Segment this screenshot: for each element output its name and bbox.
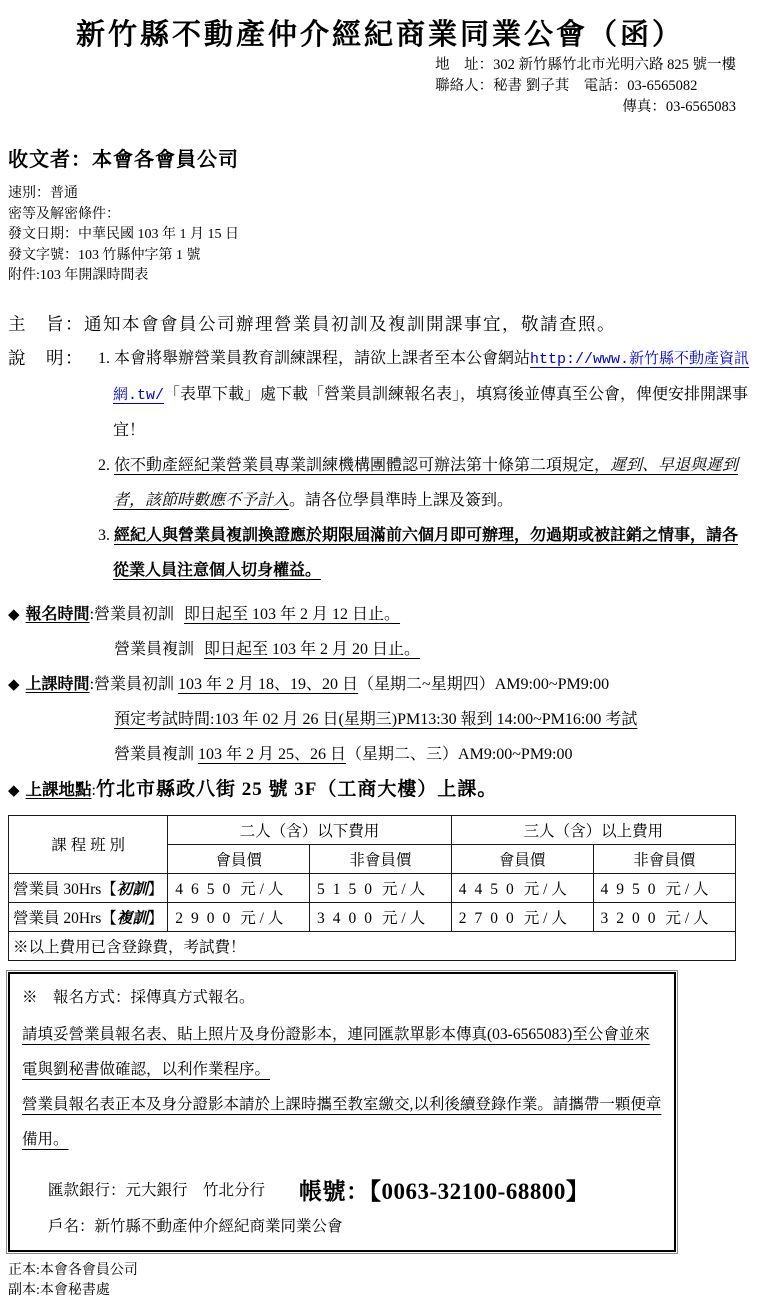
- item2-rest-text: 。請各位學員準時上課及簽到。: [289, 491, 514, 509]
- registration-method-line: ※ 報名方式：採傳真方式報名。: [22, 988, 255, 1006]
- diamond-bullet-icon: ◆: [8, 606, 20, 623]
- price-cell: [168, 902, 310, 931]
- price-cell: [593, 873, 736, 902]
- item2-rule-text: 依不動產經紀業營業員專業訓練機構團體認可辦法第十條第二項規定，: [114, 456, 611, 474]
- page-title: 新竹縣不動產仲介經紀商業同業公會（函）: [75, 19, 684, 51]
- meta-doc-number: 發文字號：103 竹縣仲字第 1 號: [8, 247, 201, 263]
- course-name-em: 複訓: [116, 909, 148, 927]
- fee-footnote: ※以上費用已含登錄費，考試費！: [9, 931, 736, 960]
- notice-paragraph-2: 營業員報名表正本及身分證影本請於上課時攜至教室繳交,以利後續登錄作業。請攜帶一顆便章備用。: [22, 1095, 662, 1148]
- signup-time-line: [8, 604, 752, 626]
- bank-account-number: 帳號：【0063-32100-68800】: [299, 1178, 590, 1204]
- subject-line: [8, 311, 752, 336]
- contact-info-block: [435, 55, 736, 118]
- notice-paragraph-1: 請填妥營業員報名表、貼上照片及身份證影本，連同匯款單影本傳真(03-6565083)至公會並來電與劉秘書做確認，以利作業程序。: [22, 1025, 650, 1078]
- class-initial-dates: 103 年 2 月 18、19、20 日: [178, 675, 359, 693]
- price-value: 2700: [458, 909, 522, 927]
- class-initial-label: 營業員初訓: [94, 675, 175, 693]
- distribution-footer: [8, 1261, 752, 1301]
- signup-retrain-line: [8, 639, 752, 661]
- class-location-text: 竹北市縣政八街 25 號 3F（工商大樓）上課。: [96, 778, 498, 800]
- course-name-pre: 營業員 30Hrs【: [13, 880, 117, 898]
- item1-text-pre: 本會將舉辦營業員教育訓練課程，請欲上課者至本公會網站: [114, 349, 531, 367]
- class-retrain-hours: （星期二、三）AM9:00~PM9:00: [346, 745, 573, 763]
- document-meta-block: [8, 184, 752, 287]
- explanation-item-2: [98, 448, 752, 518]
- fee-table-header-row: [9, 815, 736, 844]
- nonmember-price-header: 非會員價: [593, 844, 736, 873]
- class-time-heading: 上課時間: [25, 675, 90, 693]
- signup-time-heading: 報名時間: [25, 605, 90, 623]
- price-unit: 元 / 人: [665, 909, 709, 927]
- meta-secrecy: 密等及解密條件：: [8, 206, 120, 222]
- nonmember-price-header: 非會員價: [310, 844, 452, 873]
- price-unit: 元 / 人: [382, 909, 426, 927]
- item-number: 2.: [98, 456, 110, 474]
- item1-text-post: 「表單下載」處下載「營業員訓練報名表」，填寫後並傳真至公會，俾便安排開課事宜！: [113, 385, 749, 439]
- registration-notice-box: [8, 972, 676, 1252]
- price-cell: [310, 902, 452, 931]
- fee-row-initial-training: [9, 873, 736, 902]
- class-retrain-label: 營業員複訓: [114, 745, 195, 763]
- price-value: 5150: [317, 880, 381, 898]
- price-cell: [168, 873, 310, 902]
- bank-name: 匯款銀行：元大銀行 竹北分行: [48, 1182, 266, 1199]
- price-unit: 元 / 人: [240, 909, 284, 927]
- price-unit: 元 / 人: [523, 880, 567, 898]
- course-name-post: 】: [147, 909, 164, 927]
- contact-person-phone: 聯絡人：秘書 劉子萁 電話：03-6565082: [435, 78, 698, 94]
- bank-info-line: [22, 1173, 662, 1206]
- member-price-header: 會員價: [168, 844, 310, 873]
- class-location-line: [8, 779, 752, 802]
- meta-speed: 速別：普通: [8, 186, 78, 201]
- fee-table: [8, 815, 736, 961]
- account-holder-line: 戶名：新竹縣不動產仲介經紀商業同業公會: [48, 1217, 343, 1235]
- explanation-label: 說 明：: [8, 347, 84, 368]
- signup-retrain-label: 營業員複訓: [114, 640, 195, 658]
- contact-fax: 傳真：03-6565083: [622, 99, 736, 115]
- class-retrain-line: [8, 744, 752, 766]
- price-value: 3200: [600, 909, 664, 927]
- class-initial-hours: （星期二~星期四）AM9:00~PM9:00: [358, 675, 610, 693]
- colon: :: [89, 675, 95, 693]
- course-name-pre: 營業員 20Hrs【: [13, 909, 117, 927]
- two-person-group-header: 二人（含）以下費用: [168, 815, 451, 844]
- course-name-em: 初訓: [116, 880, 148, 898]
- footer-original-copy: 正本:本會各會員公司: [8, 1262, 138, 1278]
- signup-initial-deadline: 即日起至 103 年 2 月 12 日止。: [184, 605, 401, 623]
- recipient-line: 收文者：本會各會員公司: [8, 149, 239, 171]
- price-unit: 元 / 人: [240, 880, 284, 898]
- diamond-bullet-icon: ◆: [8, 676, 20, 693]
- course-name-cell: [9, 902, 168, 931]
- meta-attachment: 附件:103 年開課時間表: [8, 268, 149, 283]
- fee-row-retraining: [9, 902, 736, 931]
- course-name-cell: [9, 873, 168, 902]
- price-unit: 元 / 人: [382, 880, 426, 898]
- price-cell: [310, 873, 452, 902]
- member-price-header: 會員價: [451, 844, 593, 873]
- class-time-line: [8, 674, 752, 696]
- exam-time-text: 預定考試時間:103 年 02 月 26 日(星期三)PM13:30 報到 14:00~PM16:00 考試: [114, 710, 638, 728]
- item2-emphasis-text: 遲到、早退與遲到者，該節時數應不予計入: [113, 456, 739, 509]
- class-location-heading: 上課地點: [25, 779, 92, 799]
- explanation-block: [8, 341, 752, 588]
- price-value: 3400: [317, 909, 381, 927]
- price-unit: 元 / 人: [523, 909, 567, 927]
- item3-warning-text: 經紀人與營業員複訓換證應於期限屆滿前六個月即可辦理，勿過期或被註銷之情事，請各從業人員注意個人切身權益。: [113, 526, 739, 579]
- signup-retrain-deadline: 即日起至 103 年 2 月 20 日止。: [204, 640, 421, 658]
- price-value: 2900: [175, 909, 239, 927]
- subject-label: 主 旨：: [8, 313, 84, 334]
- footer-duplicate-copy: 副本:本會秘書處: [8, 1282, 110, 1298]
- item-number: 1.: [98, 349, 110, 367]
- explanation-item-3: [98, 518, 752, 588]
- meta-issue-date: 發文日期：中華民國 103 年 1 月 15 日: [8, 227, 239, 242]
- signup-initial-label: 營業員初訓: [94, 605, 175, 623]
- price-value: 4950: [600, 880, 664, 898]
- colon: :: [91, 781, 96, 799]
- colon: :: [89, 605, 95, 623]
- exam-time-line: [8, 709, 752, 731]
- association-website-link[interactable]: http://www.新竹縣不動產資訊網.tw/: [113, 350, 750, 404]
- price-cell: [451, 873, 593, 902]
- fee-table-footnote-row: [9, 931, 736, 960]
- price-cell: [593, 902, 736, 931]
- diamond-bullet-icon: ◆: [8, 782, 20, 799]
- schedule-section: [8, 604, 752, 802]
- price-unit: 元 / 人: [665, 880, 709, 898]
- price-cell: [451, 902, 593, 931]
- subject-text: 通知本會會員公司辦理營業員初訓及複訓開課事宜，敬請查照。: [84, 313, 616, 334]
- course-type-header: 課 程 班 別: [9, 815, 168, 873]
- explanation-item-1: [98, 341, 752, 448]
- price-value: 4650: [175, 880, 239, 898]
- price-value: 4450: [458, 880, 522, 898]
- item-number: 3.: [98, 526, 110, 544]
- class-retrain-dates: 103 年 2 月 25、26 日: [198, 745, 347, 763]
- course-name-post: 】: [147, 880, 164, 898]
- contact-address: 地 址：302 新竹縣竹北市光明六路 825 號一樓: [435, 57, 736, 73]
- three-person-group-header: 三人（含）以上費用: [451, 815, 735, 844]
